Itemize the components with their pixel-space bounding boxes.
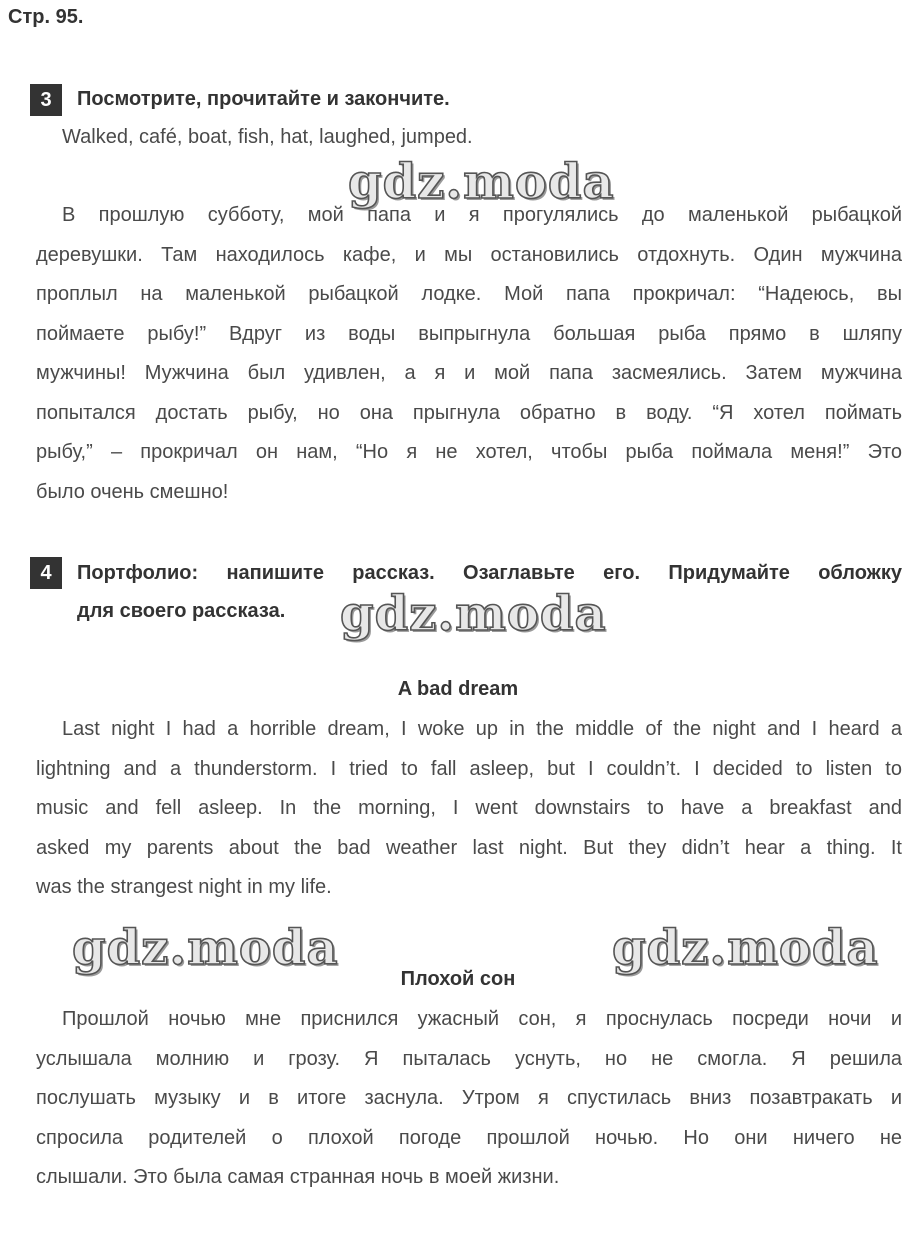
watermark: gdz.moda [348,154,615,210]
task-3-word-list: Walked, café, boat, fish, hat, laughed, jumped. [62,126,473,148]
task-4-number-badge: 4 [30,557,62,589]
paragraph-line: was the strangest night in my life. [36,876,332,898]
paragraph-line: Last night I had a horrible dream, I woke up in the middle of the night and I heard a [62,718,902,740]
paragraph-line: мужчины! Мужчина был удивлен, а я и мой папа засмеялись. Затем мужчина [36,362,902,384]
watermark: gdz.moda [340,586,607,642]
task-4-title-line-2: для своего рассказа. [77,600,286,622]
paragraph-line: слышали. Это была самая странная ночь в моей жизни. [36,1166,560,1188]
paragraph-line: проплыл на маленькой рыбацкой лодке. Мой папа прокричал: “Надеюсь, вы [36,283,902,305]
paragraph-line: рыбу,” – прокричал он нам, “Но я не хотел, чтобы рыба поймала меня!” Это [36,441,902,463]
watermark: gdz.moda [72,920,339,976]
paragraph-line: Прошлой ночью мне приснился ужасный сон, я проснулась посреди ночи и [62,1008,902,1030]
paragraph-line: спросила родителей о плохой погоде прошлой ночью. Но они ничего не [36,1126,902,1149]
task-3-number-badge: 3 [30,84,62,116]
paragraph-line: music and fell asleep. In the morning, I went downstairs to have a breakfast and [36,797,902,819]
page-reference: Стр. 95. [8,6,84,28]
paragraph-line: попытался достать рыбу, но она прыгнула обратно в воду. “Я хотел поймать [36,401,902,424]
task-4-title-line-1: Портфолио: напишите рассказ. Озаглавьте его. Придумайте обложку [77,562,902,584]
paragraph-line: было очень смешно! [36,480,229,503]
paragraph-line: В прошлую субботу, мой папа и я прогулялись до маленькой рыбацкой [62,204,902,226]
paragraph-line: поймаете рыбу!” Вдруг из воды выпрыгнула большая рыба прямо в шляпу [36,322,902,345]
watermark: gdz.moda [612,920,879,976]
story-title-russian: Плохой сон [400,968,516,990]
story-title-english: A bad dream [397,678,519,700]
paragraph-line: послушать музыку и в итоге заснула. Утром я спустилась вниз позавтракать и [36,1087,902,1109]
paragraph-line: деревушки. Там находилось кафе, и мы остановились отдохнуть. Один мужчина [36,243,902,266]
paragraph-line: услышала молнию и грозу. Я пыталась уснуть, но не смогла. Я решила [36,1047,902,1070]
paragraph-line: lightning and a thunderstorm. I tried to fall asleep, but I couldn’t. I decided to listen to [36,757,902,780]
task-3-title: Посмотрите, прочитайте и закончите. [77,88,450,110]
paragraph-line: asked my parents about the bad weather last night. But they didn’t hear a thing. It [36,836,902,859]
